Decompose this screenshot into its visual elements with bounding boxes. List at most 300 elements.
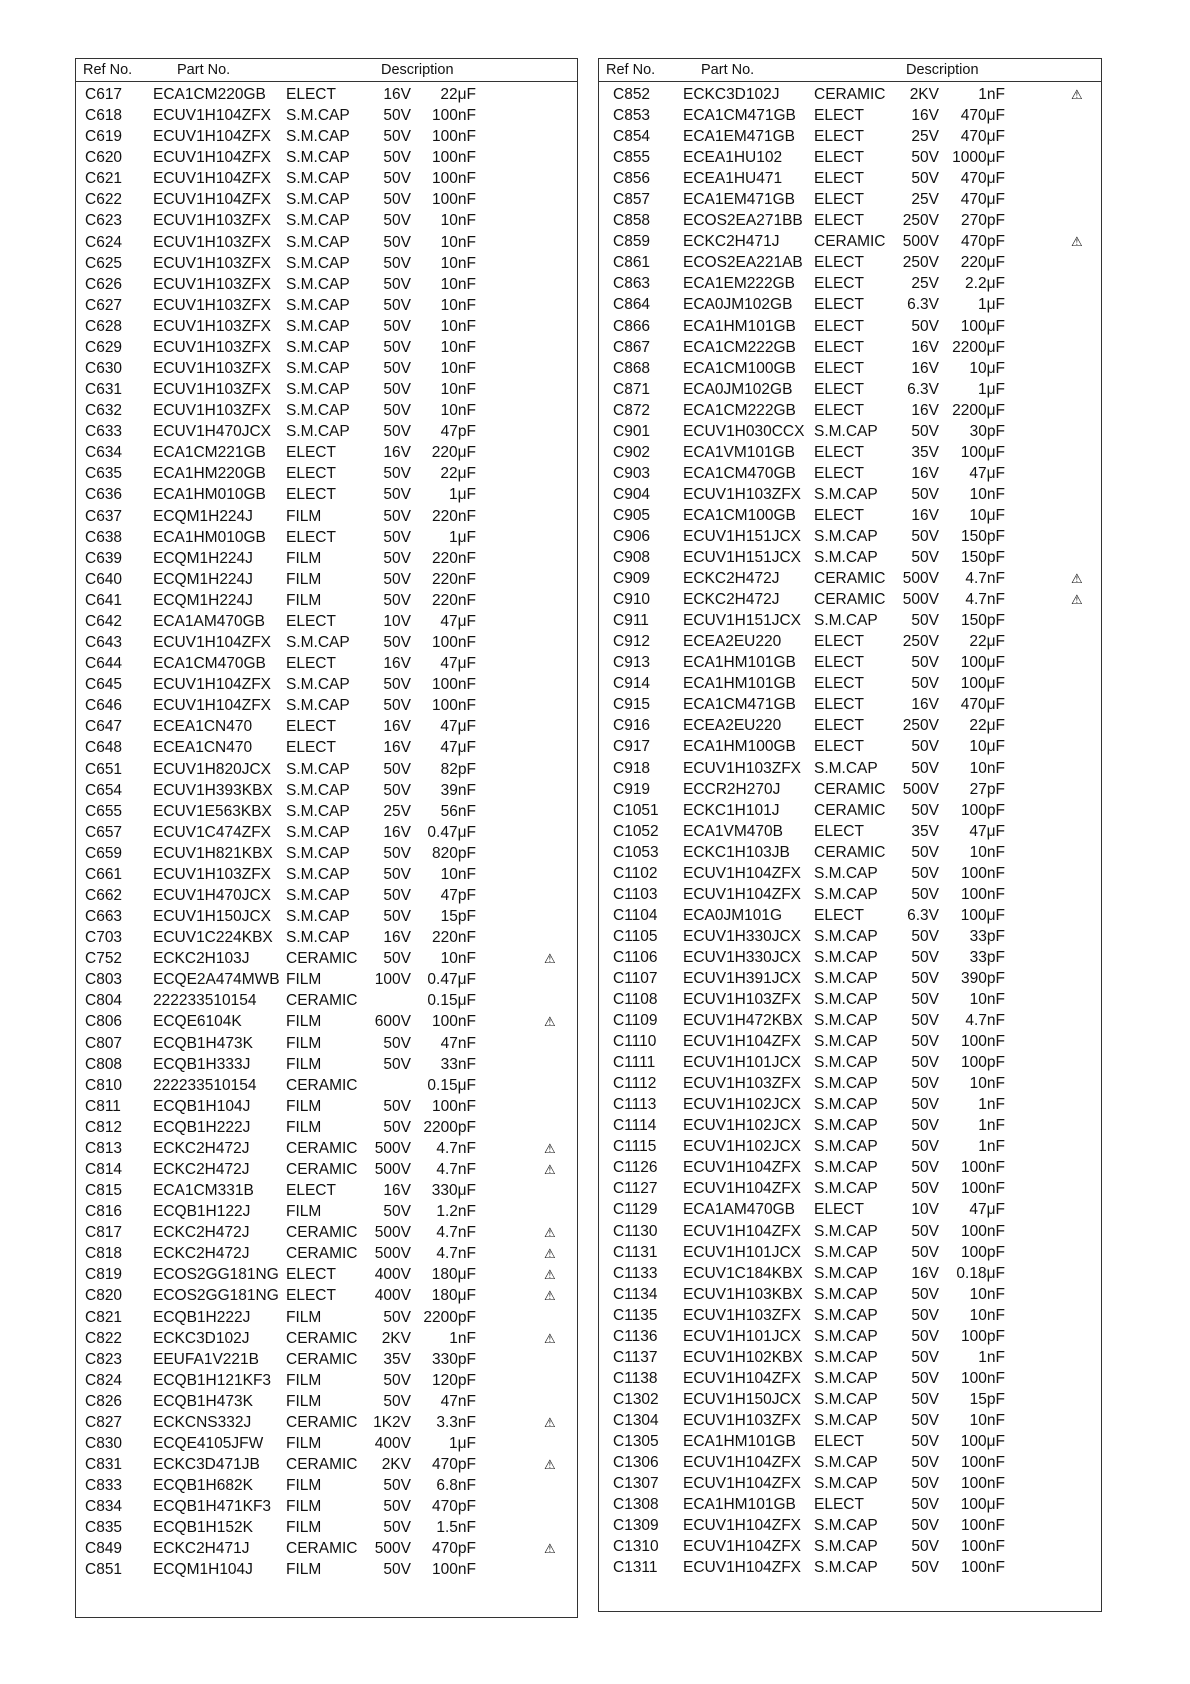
type: S.M.CAP bbox=[814, 1243, 878, 1261]
table-body bbox=[76, 82, 577, 1581]
voltage: 16V bbox=[383, 1182, 411, 1200]
type: S.M.CAP bbox=[286, 360, 350, 378]
table-row bbox=[599, 568, 1101, 589]
ref-no: C628 bbox=[85, 317, 123, 335]
part-no: ECUV1H103ZFX bbox=[153, 865, 272, 883]
part-no: ECUV1H151JCX bbox=[683, 612, 802, 630]
type: ELECT bbox=[286, 86, 336, 103]
value: 10nF bbox=[440, 233, 476, 251]
value: 10μF bbox=[969, 506, 1005, 524]
part-no: ECOS2GG181NG bbox=[153, 1266, 279, 1284]
type: ELECT bbox=[814, 738, 864, 756]
ref-no: C635 bbox=[85, 465, 123, 483]
value: 100nF bbox=[432, 1097, 476, 1115]
table-row bbox=[599, 210, 1101, 231]
type: CERAMIC bbox=[286, 1329, 358, 1347]
voltage: 16V bbox=[383, 655, 411, 673]
table-row bbox=[599, 736, 1101, 757]
type: CERAMIC bbox=[286, 1245, 358, 1263]
table-row bbox=[76, 1559, 577, 1580]
type: S.M.CAP bbox=[814, 864, 878, 882]
value: 470μF bbox=[960, 170, 1005, 188]
type: ELECT bbox=[814, 107, 864, 125]
table-row bbox=[599, 800, 1101, 821]
value: 4.7nF bbox=[436, 1139, 476, 1157]
table-row bbox=[76, 189, 577, 210]
ref-no: C623 bbox=[85, 212, 123, 230]
table-row bbox=[76, 674, 577, 695]
part-no: ECUV1H103ZFX bbox=[153, 233, 272, 251]
ref-no: C858 bbox=[613, 212, 651, 230]
voltage: 50V bbox=[911, 1033, 939, 1051]
table-row bbox=[76, 1391, 577, 1412]
ref-no: C1133 bbox=[613, 1264, 658, 1282]
part-no: ECEA1CN470 bbox=[153, 739, 253, 757]
type: S.M.CAP bbox=[286, 634, 350, 652]
part-no: ECUV1H103ZFX bbox=[153, 360, 272, 378]
value: 33pF bbox=[969, 927, 1005, 945]
part-no: ECA1CM222GB bbox=[683, 401, 796, 419]
type: S.M.CAP bbox=[814, 422, 878, 440]
table-row bbox=[599, 168, 1101, 189]
type: S.M.CAP bbox=[286, 254, 350, 272]
type: FILM bbox=[286, 1097, 322, 1115]
ref-no: C618 bbox=[85, 107, 123, 125]
table-row bbox=[599, 484, 1101, 505]
ref-no: C638 bbox=[85, 528, 123, 546]
voltage: 50V bbox=[911, 801, 939, 819]
value: 330μF bbox=[431, 1182, 476, 1200]
ref-no: C918 bbox=[613, 759, 651, 777]
part-no: ECUV1H104ZFX bbox=[153, 697, 272, 715]
table-row bbox=[599, 1452, 1101, 1473]
part-no: ECUV1H104ZFX bbox=[683, 1369, 802, 1387]
table-header bbox=[599, 59, 1101, 82]
ref-no: C911 bbox=[613, 612, 649, 630]
value: 10μF bbox=[969, 738, 1005, 756]
type: S.M.CAP bbox=[286, 802, 350, 820]
table-row bbox=[599, 1473, 1101, 1494]
part-no: ECCR2H270J bbox=[683, 780, 781, 798]
table-row bbox=[76, 1496, 577, 1517]
ref-no: C835 bbox=[85, 1519, 123, 1537]
table-row bbox=[76, 463, 577, 484]
type: S.M.CAP bbox=[814, 969, 878, 987]
part-no: ECUV1H104ZFX bbox=[153, 191, 272, 209]
value: 100nF bbox=[961, 1033, 1005, 1051]
voltage: 50V bbox=[911, 317, 939, 335]
voltage: 16V bbox=[911, 107, 939, 125]
type: ELECT bbox=[814, 128, 864, 146]
type: S.M.CAP bbox=[814, 1159, 878, 1177]
voltage: 50V bbox=[383, 1308, 411, 1326]
ref-no: C657 bbox=[85, 823, 123, 841]
value: 82pF bbox=[440, 760, 476, 778]
ref-no: C633 bbox=[85, 423, 123, 441]
ref-no: C1105 bbox=[613, 927, 658, 945]
voltage: 50V bbox=[383, 676, 411, 694]
value: 47nF bbox=[440, 1034, 476, 1052]
value: 10nF bbox=[440, 296, 476, 314]
table-row bbox=[599, 337, 1101, 358]
table-row bbox=[76, 147, 577, 168]
voltage: 50V bbox=[911, 1390, 939, 1408]
value: 33nF bbox=[440, 1055, 476, 1073]
voltage: 50V bbox=[911, 1327, 939, 1345]
safety-warning-icon: ⚠ bbox=[544, 1267, 556, 1283]
part-no: ECUV1H104ZFX bbox=[153, 676, 272, 694]
type: S.M.CAP bbox=[286, 275, 350, 293]
ref-no: C849 bbox=[85, 1540, 123, 1558]
table-row bbox=[76, 1517, 577, 1538]
voltage: 50V bbox=[911, 1243, 939, 1261]
part-no: ECQM1H224J bbox=[153, 507, 253, 525]
voltage: 50V bbox=[911, 422, 939, 440]
voltage: 100V bbox=[374, 971, 411, 989]
voltage: 50V bbox=[911, 843, 939, 861]
table-row bbox=[599, 1536, 1101, 1557]
part-no: ECEA1HU102 bbox=[683, 149, 783, 167]
type: ELECT bbox=[814, 1201, 864, 1219]
table-row bbox=[76, 780, 577, 801]
ref-no: C833 bbox=[85, 1477, 123, 1495]
table-row bbox=[599, 842, 1101, 863]
value: 10nF bbox=[440, 360, 476, 378]
table-row bbox=[599, 1242, 1101, 1263]
table-row bbox=[76, 1538, 577, 1559]
type: ELECT bbox=[814, 675, 864, 693]
value: 10nF bbox=[969, 759, 1005, 777]
part-no: 222233510154 bbox=[153, 992, 257, 1010]
part-no: ECQB1H122J bbox=[153, 1203, 251, 1221]
part-no: ECUV1H104ZFX bbox=[153, 149, 272, 167]
voltage: 500V bbox=[374, 1245, 411, 1263]
voltage: 50V bbox=[911, 759, 939, 777]
type: ELECT bbox=[814, 1433, 864, 1450]
voltage: 50V bbox=[383, 549, 411, 567]
ref-no: C812 bbox=[85, 1118, 123, 1136]
ref-no: C1306 bbox=[613, 1454, 659, 1472]
ref-no: C643 bbox=[85, 634, 123, 652]
ref-no: C817 bbox=[85, 1224, 123, 1242]
header-part-no: Part No. bbox=[701, 62, 755, 78]
ref-no: C867 bbox=[613, 338, 651, 356]
part-no: ECUV1H101JCX bbox=[683, 1243, 802, 1261]
value: 1nF bbox=[978, 1348, 1005, 1366]
part-no: ECUV1H151JCX bbox=[683, 527, 802, 545]
table-row bbox=[76, 716, 577, 737]
ref-no: C853 bbox=[613, 107, 651, 125]
part-no: ECUV1H101JCX bbox=[683, 1327, 802, 1345]
table-row bbox=[76, 1201, 577, 1222]
value: 100nF bbox=[961, 1222, 1005, 1240]
type: ELECT bbox=[814, 359, 864, 377]
table-row bbox=[599, 526, 1101, 547]
ref-no: C619 bbox=[85, 128, 123, 146]
ref-no: C1107 bbox=[613, 969, 658, 987]
type: ELECT bbox=[286, 444, 336, 462]
part-no: ECKC2H472J bbox=[683, 570, 780, 588]
part-no: ECUV1H103ZFX bbox=[153, 381, 272, 399]
safety-warning-icon: ⚠ bbox=[1071, 571, 1083, 587]
value: 100nF bbox=[432, 149, 476, 167]
ref-no: C871 bbox=[613, 380, 651, 398]
voltage: 50V bbox=[383, 507, 411, 525]
ref-no: C1115 bbox=[613, 1138, 657, 1156]
voltage: 50V bbox=[911, 1348, 939, 1366]
voltage: 50V bbox=[911, 1138, 939, 1156]
type: S.M.CAP bbox=[286, 844, 350, 862]
part-no: ECA1CM221GB bbox=[153, 444, 266, 462]
ref-no: C909 bbox=[613, 570, 651, 588]
ref-no: C1135 bbox=[613, 1306, 658, 1324]
type: ELECT bbox=[814, 296, 864, 314]
ref-no: C851 bbox=[85, 1561, 123, 1579]
value: 4.7nF bbox=[436, 1245, 476, 1263]
table-row bbox=[599, 1115, 1101, 1136]
part-no: ECKC2H472J bbox=[153, 1160, 250, 1178]
ref-no: C823 bbox=[85, 1350, 123, 1368]
table-row bbox=[599, 652, 1101, 673]
ref-no: C648 bbox=[85, 739, 123, 757]
part-no: ECOS2EA221AB bbox=[683, 254, 803, 272]
type: ELECT bbox=[286, 1182, 336, 1200]
table-row bbox=[76, 885, 577, 906]
table-row bbox=[599, 294, 1101, 315]
ref-no: C1110 bbox=[613, 1033, 657, 1051]
type: S.M.CAP bbox=[814, 1033, 878, 1051]
part-no: ECKC1H101J bbox=[683, 801, 780, 819]
part-no: ECUV1H104ZFX bbox=[153, 634, 272, 652]
ref-no: C622 bbox=[85, 191, 123, 209]
value: 220nF bbox=[432, 929, 476, 947]
voltage: 50V bbox=[911, 1285, 939, 1303]
table-row bbox=[76, 548, 577, 569]
part-no: ECUV1H030CCX bbox=[683, 422, 805, 440]
ref-no: C659 bbox=[85, 844, 123, 862]
value: 2200pF bbox=[423, 1118, 476, 1136]
ref-no: C1126 bbox=[613, 1159, 658, 1177]
part-no: ECA1HM100GB bbox=[683, 738, 796, 756]
type: S.M.CAP bbox=[814, 1390, 878, 1408]
value: 100nF bbox=[432, 1013, 476, 1031]
part-no: ECQB1H121KF3 bbox=[153, 1371, 272, 1389]
type: S.M.CAP bbox=[814, 1222, 878, 1240]
voltage: 25V bbox=[383, 802, 411, 820]
table-row bbox=[599, 1052, 1101, 1073]
type: S.M.CAP bbox=[814, 1538, 878, 1556]
value: 10nF bbox=[969, 991, 1005, 1009]
safety-warning-icon: ⚠ bbox=[544, 1457, 556, 1473]
type: CERAMIC bbox=[286, 1139, 358, 1157]
header-ref-no: Ref No. bbox=[606, 62, 656, 78]
table-row bbox=[599, 884, 1101, 905]
value: 1nF bbox=[978, 1117, 1005, 1135]
part-no: ECA1CM471GB bbox=[683, 107, 796, 125]
value: 100nF bbox=[961, 1517, 1005, 1535]
part-no: ECA1AM470GB bbox=[153, 612, 265, 630]
voltage: 250V bbox=[902, 717, 939, 735]
type: S.M.CAP bbox=[814, 527, 878, 545]
voltage: 16V bbox=[383, 86, 411, 103]
part-no: ECEA2EU220 bbox=[683, 717, 782, 735]
ref-no: C655 bbox=[85, 802, 123, 820]
type: S.M.CAP bbox=[814, 927, 878, 945]
type: CERAMIC bbox=[814, 780, 886, 798]
table-row bbox=[599, 126, 1101, 147]
value: 47μF bbox=[969, 822, 1005, 840]
type: ELECT bbox=[814, 149, 864, 167]
ref-no: C827 bbox=[85, 1413, 123, 1431]
ref-no: C807 bbox=[85, 1034, 123, 1052]
type: ELECT bbox=[286, 1287, 336, 1305]
part-no: ECQB1H152K bbox=[153, 1519, 253, 1537]
voltage: 500V bbox=[374, 1224, 411, 1242]
voltage: 50V bbox=[383, 634, 411, 652]
value: 100nF bbox=[961, 1538, 1005, 1556]
table-row bbox=[599, 547, 1101, 568]
table-header bbox=[76, 59, 577, 82]
ref-no: C903 bbox=[613, 464, 651, 482]
ref-no: C868 bbox=[613, 359, 651, 377]
type: S.M.CAP bbox=[814, 1012, 878, 1030]
voltage: 50V bbox=[383, 1055, 411, 1073]
value: 1000μF bbox=[952, 149, 1005, 167]
ref-no: C908 bbox=[613, 549, 651, 567]
ref-no: C625 bbox=[85, 254, 123, 272]
voltage: 50V bbox=[911, 1538, 939, 1556]
voltage: 50V bbox=[383, 844, 411, 862]
voltage: 50V bbox=[383, 254, 411, 272]
type: ELECT bbox=[286, 1266, 336, 1284]
type: CERAMIC bbox=[286, 1160, 358, 1178]
ref-no: C641 bbox=[85, 591, 123, 609]
table-row bbox=[599, 1094, 1101, 1115]
voltage: 250V bbox=[902, 254, 939, 272]
voltage: 50V bbox=[383, 528, 411, 546]
part-no: ECA1EM471GB bbox=[683, 191, 795, 209]
table-row bbox=[599, 505, 1101, 526]
table-row bbox=[599, 1221, 1101, 1242]
ref-no: C826 bbox=[85, 1392, 123, 1410]
value: 100nF bbox=[432, 1561, 476, 1579]
table-row bbox=[76, 316, 577, 337]
ref-no: C629 bbox=[85, 338, 123, 356]
voltage: 50V bbox=[383, 1118, 411, 1136]
part-no: ECQB1H473K bbox=[153, 1392, 253, 1410]
voltage: 50V bbox=[383, 886, 411, 904]
voltage: 50V bbox=[383, 1519, 411, 1537]
voltage: 50V bbox=[911, 549, 939, 567]
value: 0.47μF bbox=[427, 823, 476, 841]
type: S.M.CAP bbox=[814, 759, 878, 777]
part-no: ECUV1H330JCX bbox=[683, 948, 802, 966]
value: 330pF bbox=[432, 1350, 476, 1368]
part-no: ECKC3D102J bbox=[153, 1329, 250, 1347]
value: 220nF bbox=[432, 549, 476, 567]
table-row bbox=[76, 1264, 577, 1285]
part-no: ECUV1H393KBX bbox=[153, 781, 273, 799]
table-row bbox=[76, 1475, 577, 1496]
value: 820pF bbox=[432, 844, 476, 862]
value: 100pF bbox=[961, 1243, 1005, 1261]
value: 100nF bbox=[961, 1559, 1005, 1577]
ref-no: C857 bbox=[613, 191, 651, 209]
type: FILM bbox=[286, 507, 322, 525]
value: 470pF bbox=[432, 1456, 476, 1474]
table-row bbox=[76, 295, 577, 316]
ref-no: C1053 bbox=[613, 843, 659, 861]
part-no: ECKC1H103JB bbox=[683, 843, 790, 861]
type: ELECT bbox=[814, 906, 864, 924]
value: 1μF bbox=[977, 380, 1005, 398]
value: 100nF bbox=[961, 1454, 1005, 1472]
table-row bbox=[76, 632, 577, 653]
type: CERAMIC bbox=[286, 1076, 358, 1094]
table-row bbox=[76, 948, 577, 969]
voltage: 50V bbox=[911, 1369, 939, 1387]
voltage: 50V bbox=[911, 948, 939, 966]
value: 22μF bbox=[969, 717, 1005, 735]
type: S.M.CAP bbox=[286, 929, 350, 947]
voltage: 50V bbox=[383, 781, 411, 799]
part-no: ECUV1H470JCX bbox=[153, 886, 272, 904]
table-body bbox=[599, 82, 1101, 1578]
value: 1μF bbox=[448, 1435, 476, 1452]
table-row bbox=[599, 147, 1101, 168]
ref-no: C856 bbox=[613, 170, 651, 188]
table-row bbox=[599, 1431, 1101, 1452]
table-row bbox=[76, 906, 577, 927]
type: ELECT bbox=[814, 654, 864, 672]
table-row bbox=[599, 758, 1101, 779]
ref-no: C637 bbox=[85, 507, 123, 525]
voltage: 50V bbox=[383, 233, 411, 251]
ref-no: C912 bbox=[613, 633, 651, 651]
part-no: ECA1HM101GB bbox=[683, 1433, 796, 1450]
part-no: ECUV1H103KBX bbox=[683, 1285, 803, 1303]
part-no: ECUV1H103ZFX bbox=[153, 402, 272, 420]
voltage: 50V bbox=[383, 1371, 411, 1389]
table-row bbox=[76, 1307, 577, 1328]
ref-no: C662 bbox=[85, 886, 123, 904]
type: CERAMIC bbox=[814, 591, 886, 609]
ref-no: C861 bbox=[613, 254, 651, 272]
voltage: 50V bbox=[911, 991, 939, 1009]
part-no: ECUV1H820JCX bbox=[153, 760, 272, 778]
table-row bbox=[76, 1349, 577, 1370]
ref-no: C647 bbox=[85, 718, 123, 736]
type: CERAMIC bbox=[286, 1540, 358, 1558]
voltage: 50V bbox=[383, 107, 411, 125]
type: S.M.CAP bbox=[814, 1264, 878, 1282]
table-row bbox=[76, 822, 577, 843]
ref-no: C824 bbox=[85, 1371, 123, 1389]
ref-no: C1136 bbox=[613, 1327, 658, 1345]
value: 47μF bbox=[440, 612, 476, 630]
part-no: ECQB1H682K bbox=[153, 1477, 253, 1495]
type: S.M.CAP bbox=[286, 170, 350, 188]
table-row bbox=[599, 589, 1101, 610]
table-row bbox=[599, 610, 1101, 631]
value: 100pF bbox=[961, 1054, 1005, 1072]
safety-warning-icon: ⚠ bbox=[544, 951, 556, 967]
voltage: 400V bbox=[374, 1287, 411, 1305]
type: FILM bbox=[286, 1203, 322, 1221]
part-no: ECUV1H104ZFX bbox=[683, 864, 802, 882]
table-row bbox=[76, 1011, 577, 1032]
table-row bbox=[76, 1412, 577, 1433]
